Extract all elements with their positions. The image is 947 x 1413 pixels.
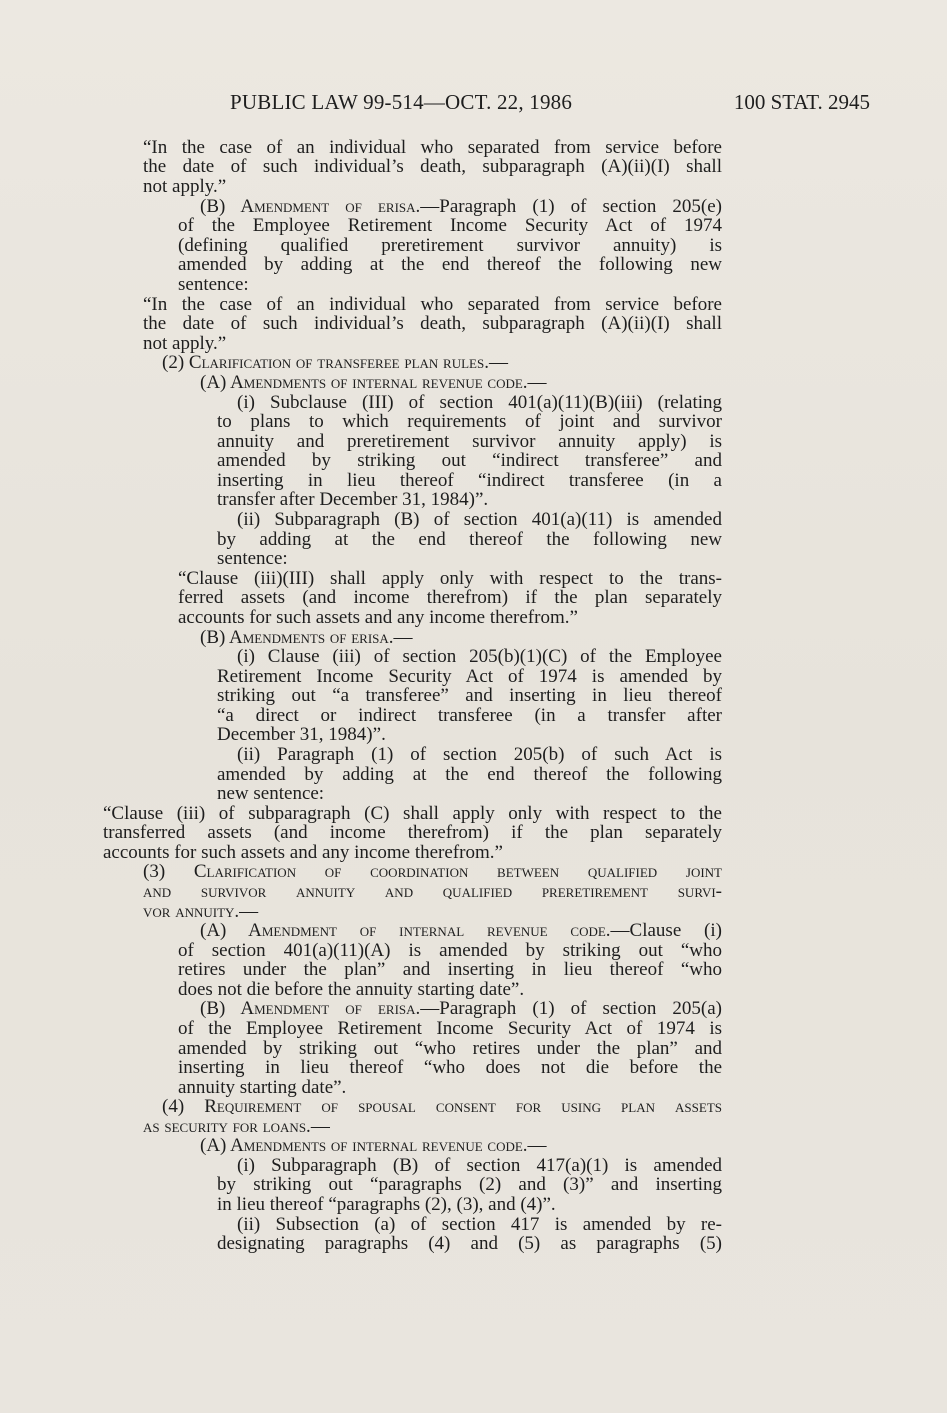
text-line [178,608,578,628]
line-text: inserting in lieu thereof “indirect transferee (in a [217,470,722,491]
text-line [103,843,503,863]
line-text: the date of such individual’s death, subparagraph (A)(ii)(I) shall [143,313,722,334]
line-text: by adding at the end thereof the following new [217,529,722,550]
line-text: amended by striking out “who retires under the plan” and [178,1038,722,1059]
line-text: retires under the plan” and inserting in lieu thereof “who [178,959,722,980]
section-heading: (4) Requirement of spousal consent for using plan assets [162,1096,722,1117]
text-line [143,882,722,902]
text-line [200,1136,547,1156]
text-line [178,236,722,256]
line-text: transfer after December 31, 1984)”. [217,489,489,510]
section-heading: (A) Amendment of internal revenue code. [200,920,611,941]
header-citation: PUBLIC LAW 99-514—OCT. 22, 1986 [230,90,573,114]
text-line [217,451,722,471]
line-text: designating paragraphs (4) and (5) as paragraphs (5) [217,1233,722,1254]
line-text: (i) Subparagraph (B) of section 417(a)(1) is amended [237,1155,722,1176]
text-line [143,177,226,197]
text-line [200,628,413,648]
section-heading: vor annuity. [143,901,240,922]
text-line [217,490,488,510]
line-text: “In the case of an individual who separated from service before [143,137,722,158]
section-heading: (3) Clarification of coordination between qualified joint [143,861,722,882]
page-header [0,90,947,118]
text-line [178,216,722,236]
text-line [217,471,722,491]
line-text: annuity and preretirement survivor annuity apply) is [217,431,722,452]
line-text: not apply.” [143,333,227,354]
text-line [143,334,226,354]
line-text: (ii) Paragraph (1) of section 205(b) of such Act is [237,744,722,765]
text-line [217,1195,556,1215]
text-line [237,745,722,765]
line-text: ferred assets (and income therefrom) if the plan separately [178,587,722,608]
line-text: (defining qualified preretirement survivor annuity) is [178,235,722,256]
text-line [178,588,722,608]
line-text: amended by adding at the end thereof the following new [178,254,722,275]
line-text: sentence: [217,548,288,569]
line-text: — [239,901,259,922]
text-line [143,295,722,315]
text-line [217,686,722,706]
line-text: of section 401(a)(11)(A) is amended by striking out “who [178,940,722,961]
text-line [217,784,324,804]
line-text: — [393,627,413,648]
section-heading: (B) Amendments of erisa. [200,627,394,648]
line-text: by striking out “paragraphs (2) and (3)” and inserting [217,1174,722,1195]
line-text: of the Employee Retirement Income Security Act of 1974 [178,215,722,236]
line-text: of the Employee Retirement Income Security Act of 1974 is [178,1018,722,1039]
text-line [162,1097,722,1117]
text-line [200,197,722,217]
text-line [143,1117,330,1137]
text-line [178,275,249,295]
text-line [237,510,722,530]
text-line [237,393,722,413]
line-text: amended by striking out “indirect transferee” and [217,450,722,471]
section-heading: (B) Amendment of erisa. [200,196,421,217]
line-text: “a direct or indirect transferee (in a transfer after [217,705,722,726]
line-text: accounts for such assets and any income therefrom.” [103,842,503,863]
text-line [178,1039,722,1059]
text-line [178,1019,722,1039]
line-text: new sentence: [217,783,325,804]
line-text: in lieu thereof “paragraphs (2), (3), and (4)”. [217,1194,556,1215]
line-text: — [310,1116,330,1137]
text-line [217,412,722,432]
section-heading: as security for loans. [143,1116,311,1137]
text-line [217,549,288,569]
line-text: to plans to which requirements of joint and survivor [217,411,722,432]
line-text: (i) Clause (iii) of section 205(b)(1)(C) of the Employee [237,646,722,667]
text-line [237,1215,722,1235]
text-line [103,804,722,824]
line-text: “Clause (iii) of subparagraph (C) shall apply only with respect to the [103,803,722,824]
text-line [237,647,722,667]
line-text: the date of such individual’s death, subparagraph (A)(ii)(I) shall [143,156,722,177]
text-line [178,1078,346,1098]
text-line [217,1175,722,1195]
text-line [178,255,722,275]
line-text: “In the case of an individual who separated from service before [143,294,722,315]
line-text: December 31, 1984)”. [217,724,386,745]
text-line [200,373,547,393]
line-text: transferred assets (and income therefrom) if the plan separately [103,822,722,843]
line-text: sentence: [178,274,249,295]
line-text: accounts for such assets and any income therefrom.” [178,607,578,628]
line-text: (ii) Subparagraph (B) of section 401(a)(11) is amended [237,509,722,530]
text-line [143,862,722,882]
line-text: —Clause (i) [610,920,722,941]
line-text: inserting in lieu thereof “who does not die before the [178,1057,722,1078]
line-text: — [527,1135,547,1156]
section-heading: and survivor annuity and qualified preretirement survi- [143,881,722,902]
section-heading: (A) Amendments of internal revenue code. [200,1135,528,1156]
line-text: amended by adding at the end thereof the following [217,764,722,785]
line-text: (ii) Subsection (a) of section 417 is amended by re- [237,1214,722,1235]
text-line [237,1156,722,1176]
text-line [200,999,722,1019]
text-line [200,921,722,941]
line-text: — [527,372,547,393]
section-heading: (B) Amendment of erisa. [200,998,421,1019]
header-page-number: 100 STAT. 2945 [733,90,870,114]
text-line [178,569,722,589]
line-text: annuity starting date”. [178,1077,347,1098]
line-text: — [488,352,508,373]
text-line [217,765,722,785]
text-line [178,1058,722,1078]
text-line [217,432,722,452]
text-line [143,902,258,922]
text-line [143,157,722,177]
line-text: —Paragraph (1) of section 205(e) [420,196,722,217]
text-line [217,530,722,550]
text-line [178,960,722,980]
line-text: (i) Subclause (III) of section 401(a)(11)(B)(iii) (relating [237,392,722,413]
text-line [217,706,722,726]
section-heading: (2) Clarification of transferee plan rules. [162,352,489,373]
line-text: “Clause (iii)(III) shall apply only with respect to the trans- [178,568,722,589]
text-line [217,667,722,687]
text-line [178,941,722,961]
text-line [217,725,386,745]
line-text: striking out “a transferee” and inserting in lieu thereof [217,685,722,706]
line-text: Retirement Income Security Act of 1974 is amended by [217,666,722,687]
text-line [178,980,524,1000]
line-text: does not die before the annuity starting date”. [178,979,525,1000]
text-line [217,1234,722,1254]
text-line [162,353,508,373]
section-heading: (A) Amendments of internal revenue code. [200,372,528,393]
text-line [143,314,722,334]
text-line [143,138,722,158]
line-text: —Paragraph (1) of section 205(a) [420,998,722,1019]
line-text: not apply.” [143,176,227,197]
text-line [103,823,722,843]
